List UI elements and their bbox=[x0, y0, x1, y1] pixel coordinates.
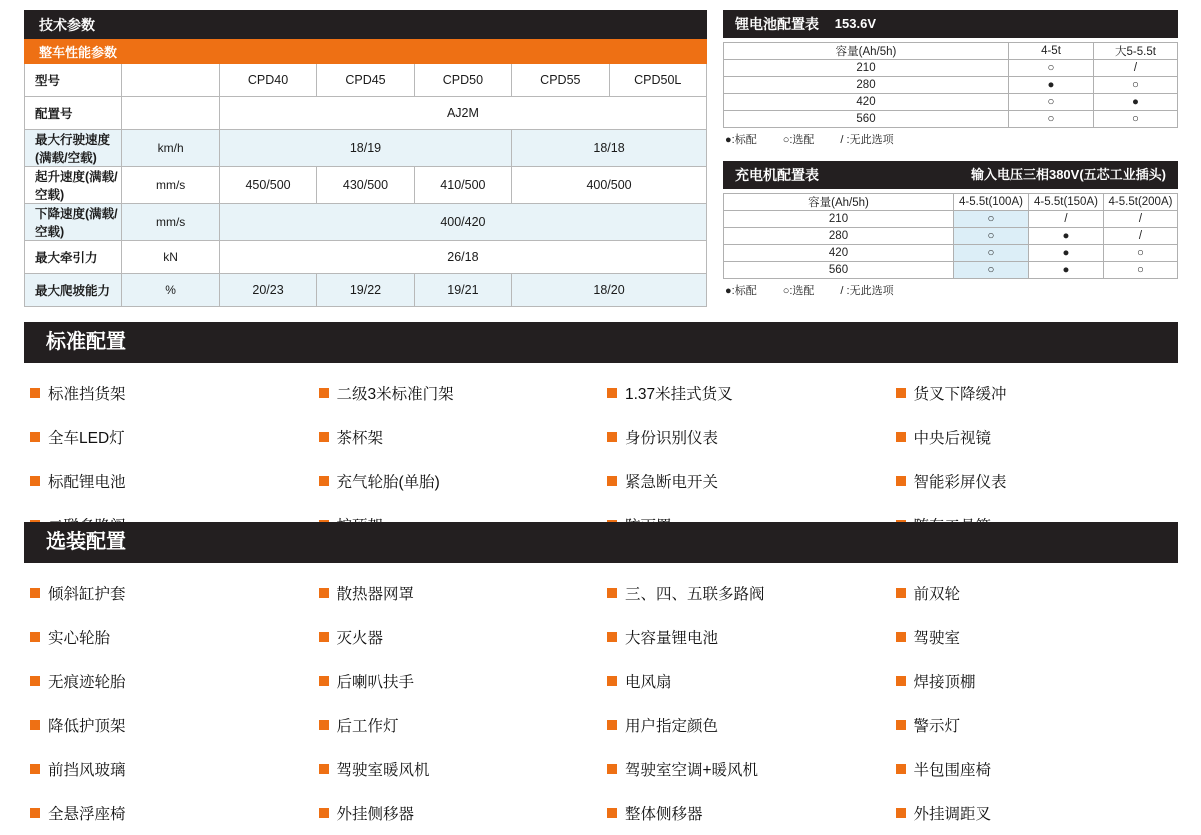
bullet-square-icon bbox=[319, 764, 329, 774]
standard-config-banner: 标准配置 bbox=[24, 322, 1178, 363]
spec-table-subtitle-row bbox=[25, 39, 707, 64]
gradeability-1: 20/23 bbox=[219, 274, 316, 307]
list-item bbox=[890, 571, 1179, 615]
list-item bbox=[890, 659, 1179, 703]
list-item-label: 驾驶室 bbox=[913, 630, 961, 647]
battery-280-4-5t: ● bbox=[1009, 77, 1094, 94]
battery-voltage: 153.6V bbox=[834, 16, 876, 31]
model-cpd50l: CPD50L bbox=[609, 64, 706, 97]
charger-capacity-420: 420 bbox=[724, 245, 954, 262]
gradeability-2: 19/22 bbox=[317, 274, 414, 307]
list-item-label: 茶杯架 bbox=[336, 430, 384, 447]
charger-280-100a: ○ bbox=[954, 228, 1029, 245]
bullet-square-icon bbox=[607, 388, 617, 398]
list-item bbox=[24, 703, 313, 747]
table-row bbox=[724, 228, 1178, 245]
list-item-label: 实心轮胎 bbox=[48, 630, 111, 647]
list-item bbox=[890, 615, 1179, 659]
battery-210-4-5t: ○ bbox=[1009, 60, 1094, 77]
list-item bbox=[24, 415, 313, 459]
list-item bbox=[313, 615, 602, 659]
row-label: 下降速度(满载/空载) bbox=[25, 204, 122, 241]
bullet-square-icon bbox=[896, 476, 906, 486]
optional-config-banner: 选装配置 bbox=[24, 522, 1178, 563]
charger-legend-none: / :无此选项 bbox=[840, 285, 894, 297]
list-item bbox=[601, 703, 890, 747]
battery-legend bbox=[723, 131, 1178, 147]
battery-210-5-55t: / bbox=[1094, 60, 1178, 77]
list-item bbox=[890, 747, 1179, 791]
bullet-square-icon bbox=[30, 808, 40, 818]
battery-capacity-210: 210 bbox=[724, 60, 1009, 77]
row-unit: kN bbox=[122, 241, 219, 274]
list-item-label: 降低护顶架 bbox=[48, 718, 126, 735]
charger-legend-standard: ●:标配 bbox=[725, 285, 757, 297]
list-item-label: 无痕迹轮胎 bbox=[48, 674, 126, 691]
bullet-square-icon bbox=[319, 632, 329, 642]
spec-table-title: 技术参数 bbox=[25, 11, 707, 39]
table-row bbox=[724, 94, 1178, 111]
charger-header-100a: 4-5.5t(100A) bbox=[954, 194, 1029, 211]
charger-capacity-210: 210 bbox=[724, 211, 954, 228]
list-item-label: 充气轮胎(单胎) bbox=[336, 474, 440, 491]
standard-config-grid bbox=[24, 363, 1178, 547]
list-item bbox=[313, 703, 602, 747]
bullet-square-icon bbox=[896, 588, 906, 598]
charger-table-title: 充电机配置表 bbox=[735, 167, 819, 183]
spec-table-title-row bbox=[25, 11, 707, 39]
list-item-label: 1.37米挂式货叉 bbox=[625, 386, 733, 403]
bullet-square-icon bbox=[319, 676, 329, 686]
list-item bbox=[24, 459, 313, 503]
list-item bbox=[313, 571, 602, 615]
list-item bbox=[24, 659, 313, 703]
bullet-square-icon bbox=[319, 720, 329, 730]
bullet-square-icon bbox=[896, 808, 906, 818]
table-row bbox=[724, 77, 1178, 94]
list-item bbox=[24, 791, 313, 835]
list-item-label: 倾斜缸护套 bbox=[48, 586, 126, 603]
bullet-square-icon bbox=[30, 432, 40, 442]
list-item-label: 智能彩屏仪表 bbox=[913, 474, 1007, 491]
bullet-square-icon bbox=[896, 632, 906, 642]
bullet-square-icon bbox=[896, 764, 906, 774]
bullet-square-icon bbox=[30, 476, 40, 486]
charger-210-100a: ○ bbox=[954, 211, 1029, 228]
charger-280-200a: / bbox=[1104, 228, 1178, 245]
row-unit: km/h bbox=[122, 130, 219, 167]
list-item bbox=[890, 791, 1179, 835]
list-item-label: 货叉下降缓冲 bbox=[913, 386, 1007, 403]
battery-header-5-55t: 大5-5.5t bbox=[1094, 43, 1178, 60]
spacer bbox=[723, 147, 1178, 161]
list-item-label: 中央后视镜 bbox=[913, 430, 992, 447]
drawbar-pull-value: 26/18 bbox=[219, 241, 706, 274]
table-row bbox=[25, 274, 707, 307]
row-label: 最大爬坡能力 bbox=[25, 274, 122, 307]
list-item-label: 驾驶室暖风机 bbox=[336, 762, 430, 779]
bullet-square-icon bbox=[607, 476, 617, 486]
travel-speed-group2: 18/18 bbox=[512, 130, 707, 167]
list-item bbox=[313, 791, 602, 835]
list-item bbox=[24, 571, 313, 615]
config-number-value: AJ2M bbox=[219, 97, 706, 130]
battery-table-title-bar bbox=[723, 10, 1178, 38]
charger-legend bbox=[723, 282, 1178, 298]
bullet-square-icon bbox=[607, 676, 617, 686]
list-item-label: 标准挡货架 bbox=[48, 386, 126, 403]
model-cpd50: CPD50 bbox=[414, 64, 511, 97]
table-header-row bbox=[724, 43, 1178, 60]
list-item bbox=[890, 459, 1179, 503]
standard-config-section bbox=[24, 322, 1178, 547]
list-item-label: 用户指定颜色 bbox=[625, 718, 719, 735]
row-unit bbox=[122, 97, 219, 130]
table-header-row bbox=[724, 194, 1178, 211]
bullet-square-icon bbox=[319, 808, 329, 818]
list-item-label: 大容量锂电池 bbox=[625, 630, 719, 647]
table-row bbox=[724, 111, 1178, 128]
optional-config-section bbox=[24, 522, 1178, 835]
list-item bbox=[890, 703, 1179, 747]
list-item-label: 电风扇 bbox=[625, 674, 672, 691]
battery-420-4-5t: ○ bbox=[1009, 94, 1094, 111]
list-item-label: 后喇叭扶手 bbox=[336, 674, 415, 691]
row-label: 型号 bbox=[25, 64, 122, 97]
charger-header-150a: 4-5.5t(150A) bbox=[1029, 194, 1104, 211]
bullet-square-icon bbox=[30, 676, 40, 686]
charger-voltage: 输入电压三相380V(五芯工业插头) bbox=[970, 167, 1166, 182]
list-item-label: 警示灯 bbox=[913, 718, 961, 735]
charger-header-200a: 4-5.5t(200A) bbox=[1104, 194, 1178, 211]
bullet-square-icon bbox=[607, 720, 617, 730]
list-item bbox=[601, 747, 890, 791]
spec-table-subtitle: 整车性能参数 bbox=[25, 39, 707, 64]
table-row bbox=[724, 262, 1178, 279]
list-item bbox=[313, 747, 602, 791]
table-row bbox=[25, 64, 707, 97]
charger-560-200a: ○ bbox=[1104, 262, 1178, 279]
bullet-square-icon bbox=[607, 764, 617, 774]
charger-config-table bbox=[723, 193, 1178, 279]
battery-legend-optional: ○:选配 bbox=[782, 134, 815, 146]
charger-table-title-bar bbox=[723, 161, 1178, 189]
bullet-square-icon bbox=[607, 588, 617, 598]
list-item-label: 后工作灯 bbox=[336, 718, 399, 735]
row-label: 最大行驶速度(满载/空载) bbox=[25, 130, 122, 167]
row-unit: mm/s bbox=[122, 204, 219, 241]
list-item bbox=[601, 791, 890, 835]
battery-legend-standard: ●:标配 bbox=[725, 134, 757, 146]
list-item bbox=[601, 571, 890, 615]
list-item-label: 紧急断电开关 bbox=[625, 474, 719, 491]
bullet-square-icon bbox=[30, 632, 40, 642]
charger-420-150a: ● bbox=[1029, 245, 1104, 262]
charger-560-100a: ○ bbox=[954, 262, 1029, 279]
charger-280-150a: ● bbox=[1029, 228, 1104, 245]
table-row bbox=[25, 97, 707, 130]
row-unit: mm/s bbox=[122, 167, 219, 204]
bullet-square-icon bbox=[319, 432, 329, 442]
bullet-square-icon bbox=[896, 720, 906, 730]
charger-560-150a: ● bbox=[1029, 262, 1104, 279]
list-item bbox=[601, 459, 890, 503]
table-row bbox=[25, 130, 707, 167]
table-row bbox=[724, 60, 1178, 77]
battery-capacity-420: 420 bbox=[724, 94, 1009, 111]
list-item-label: 整体侧移器 bbox=[625, 806, 703, 823]
charger-header-capacity: 容量(Ah/5h) bbox=[724, 194, 954, 211]
battery-legend-none: / :无此选项 bbox=[840, 134, 894, 146]
list-item bbox=[313, 415, 602, 459]
battery-capacity-560: 560 bbox=[724, 111, 1009, 128]
battery-420-5-55t: ● bbox=[1094, 94, 1178, 111]
list-item-label: 半包围座椅 bbox=[913, 762, 992, 779]
list-item-label: 灭火器 bbox=[336, 630, 384, 647]
list-item bbox=[890, 371, 1179, 415]
list-item bbox=[24, 615, 313, 659]
optional-config-grid bbox=[24, 563, 1178, 835]
bullet-square-icon bbox=[30, 764, 40, 774]
list-item-label: 全车LED灯 bbox=[48, 430, 125, 447]
charger-420-200a: ○ bbox=[1104, 245, 1178, 262]
list-item-label: 身份识别仪表 bbox=[625, 430, 719, 447]
battery-header-4-5t: 4-5t bbox=[1009, 43, 1094, 60]
battery-capacity-280: 280 bbox=[724, 77, 1009, 94]
travel-speed-group1: 18/19 bbox=[219, 130, 511, 167]
technical-parameters-table bbox=[24, 10, 707, 307]
bullet-square-icon bbox=[30, 588, 40, 598]
list-item bbox=[313, 459, 602, 503]
bullet-square-icon bbox=[607, 432, 617, 442]
list-item-label: 三、四、五联多路阀 bbox=[625, 586, 765, 603]
bullet-square-icon bbox=[319, 476, 329, 486]
battery-table-title: 锂电池配置表 bbox=[735, 16, 819, 32]
bullet-square-icon bbox=[896, 676, 906, 686]
list-item-label: 二级3米标准门架 bbox=[336, 386, 454, 403]
row-unit: % bbox=[122, 274, 219, 307]
list-item bbox=[313, 371, 602, 415]
bullet-square-icon bbox=[319, 588, 329, 598]
list-item-label: 驾驶室空调+暖风机 bbox=[625, 762, 759, 779]
table-row bbox=[25, 241, 707, 274]
list-item-label: 前双轮 bbox=[913, 586, 961, 603]
lift-speed-1: 450/500 bbox=[219, 167, 316, 204]
table-row bbox=[724, 211, 1178, 228]
list-item bbox=[601, 659, 890, 703]
gradeability-4: 18/20 bbox=[512, 274, 707, 307]
list-item bbox=[24, 747, 313, 791]
list-item bbox=[890, 415, 1179, 459]
row-label: 起升速度(满载/空载) bbox=[25, 167, 122, 204]
list-item-label: 散热器网罩 bbox=[336, 586, 415, 603]
list-item bbox=[313, 659, 602, 703]
model-cpd55: CPD55 bbox=[512, 64, 609, 97]
row-label: 配置号 bbox=[25, 97, 122, 130]
charger-210-200a: / bbox=[1104, 211, 1178, 228]
charger-capacity-560: 560 bbox=[724, 262, 954, 279]
charger-capacity-280: 280 bbox=[724, 228, 954, 245]
list-item-label: 外挂侧移器 bbox=[336, 806, 415, 823]
lift-speed-3: 410/500 bbox=[414, 167, 511, 204]
model-cpd45: CPD45 bbox=[317, 64, 414, 97]
table-row bbox=[724, 245, 1178, 262]
model-cpd40: CPD40 bbox=[219, 64, 316, 97]
table-row bbox=[25, 204, 707, 241]
row-label: 最大牵引力 bbox=[25, 241, 122, 274]
list-item-label: 外挂调距叉 bbox=[913, 806, 992, 823]
list-item-label: 焊接顶棚 bbox=[913, 674, 976, 691]
lift-speed-4: 400/500 bbox=[512, 167, 707, 204]
list-item bbox=[24, 371, 313, 415]
list-item-label: 标配锂电池 bbox=[48, 474, 126, 491]
charger-210-150a: / bbox=[1029, 211, 1104, 228]
bullet-square-icon bbox=[319, 388, 329, 398]
battery-config-table bbox=[723, 42, 1178, 128]
battery-560-4-5t: ○ bbox=[1009, 111, 1094, 128]
battery-280-5-55t: ○ bbox=[1094, 77, 1178, 94]
bullet-square-icon bbox=[30, 720, 40, 730]
list-item-label: 前挡风玻璃 bbox=[48, 762, 126, 779]
lift-speed-2: 430/500 bbox=[317, 167, 414, 204]
lower-speed-value: 400/420 bbox=[219, 204, 706, 241]
bullet-square-icon bbox=[607, 632, 617, 642]
list-item-label: 全悬浮座椅 bbox=[48, 806, 126, 823]
bullet-square-icon bbox=[896, 432, 906, 442]
bullet-square-icon bbox=[30, 388, 40, 398]
charger-420-100a: ○ bbox=[954, 245, 1029, 262]
row-unit bbox=[122, 64, 219, 97]
list-item bbox=[601, 415, 890, 459]
gradeability-3: 19/21 bbox=[414, 274, 511, 307]
bullet-square-icon bbox=[607, 808, 617, 818]
bullet-square-icon bbox=[896, 388, 906, 398]
spec-table bbox=[24, 10, 707, 307]
battery-header-capacity: 容量(Ah/5h) bbox=[724, 43, 1009, 60]
list-item bbox=[601, 371, 890, 415]
right-tables-column bbox=[723, 10, 1178, 298]
charger-legend-optional: ○:选配 bbox=[782, 285, 815, 297]
battery-560-5-55t: ○ bbox=[1094, 111, 1178, 128]
table-row bbox=[25, 167, 707, 204]
list-item bbox=[601, 615, 890, 659]
